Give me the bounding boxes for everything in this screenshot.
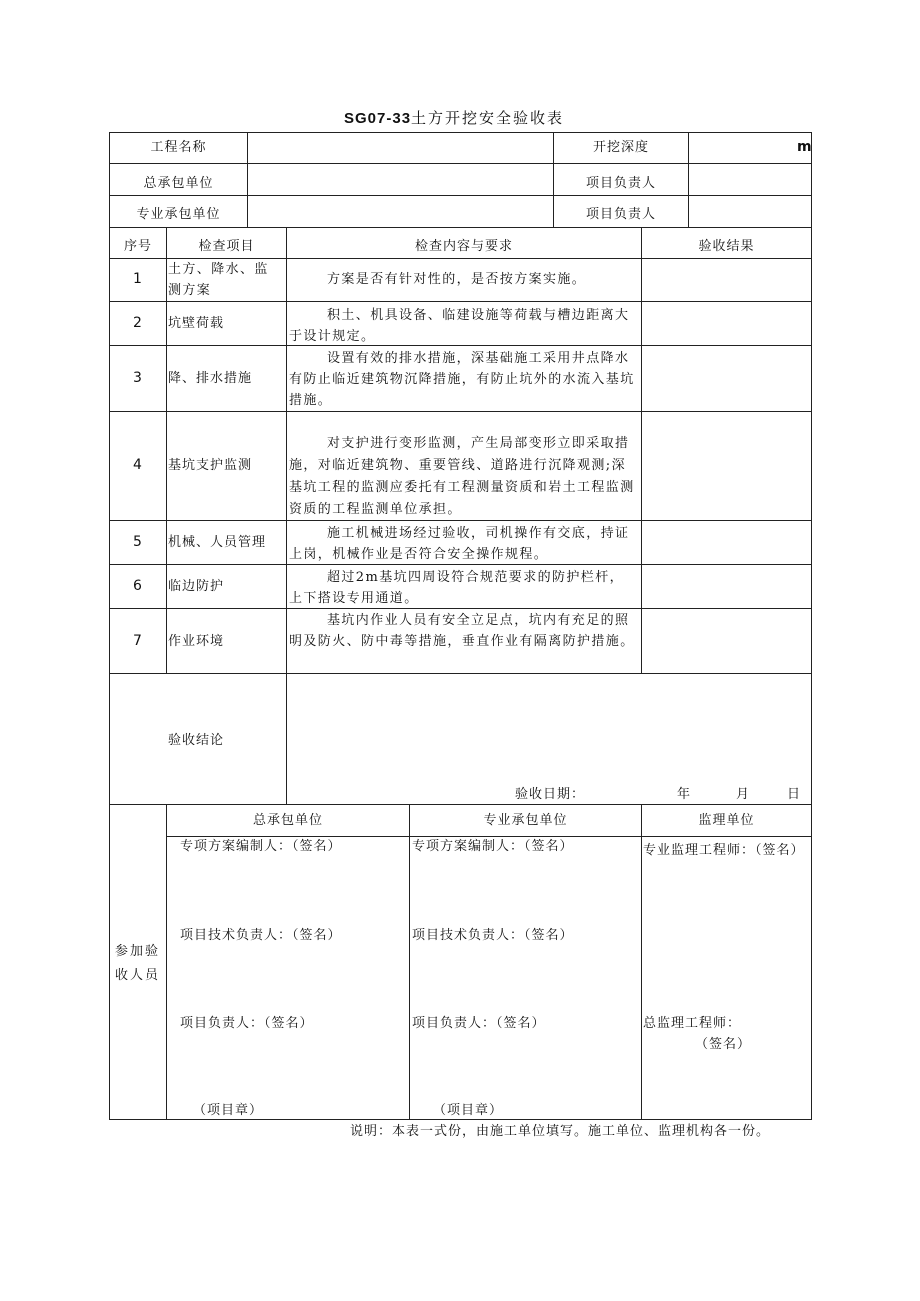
general-contractor-field[interactable] (249, 165, 551, 194)
row-item: 作业环境 (168, 634, 225, 649)
col-header-item: 检查项目 (198, 239, 255, 254)
row-number: 7 (133, 633, 143, 649)
general-pm-field[interactable] (690, 165, 810, 194)
row-item: 土方、降水、监测方案 (168, 262, 269, 298)
general-tech-lead-signature[interactable]: 项目技术负责人：（签名） (180, 928, 342, 943)
col-general-contractor: 总承包单位 (252, 813, 323, 828)
depth-label: 开挖深度 (592, 140, 649, 155)
specialty-pm-field[interactable] (690, 197, 810, 226)
form-title: 土方开挖安全验收表 (411, 109, 565, 127)
specialty-plan-author-signature[interactable]: 专项方案编制人：（签名） (412, 839, 574, 854)
row-content: 积土、机具设备、临建设施等荷载与槽边距离大于设计规定。 (289, 308, 630, 344)
row-number: 6 (133, 578, 143, 594)
row-result-field[interactable] (643, 522, 810, 563)
col-specialty-contractor: 专业承包单位 (483, 813, 568, 828)
specialty-pm-signature[interactable]: 项目负责人：（签名） (412, 1016, 546, 1031)
conclusion-day: 日 (787, 787, 802, 802)
row-content: 设置有效的排水措施，深基础施工采用井点降水有防止临近建筑物沉降措施，有防止坑外的水流入基坑措施。 (289, 351, 635, 408)
specialty-pm-label: 项目负责人 (585, 207, 656, 222)
row-result-field[interactable] (643, 303, 810, 344)
row-result-field[interactable] (643, 347, 810, 410)
conclusion-label: 验收结论 (168, 733, 225, 748)
general-contractor-label: 总承包单位 (143, 176, 214, 191)
project-name-label: 工程名称 (150, 140, 207, 155)
conclusion-field[interactable] (289, 676, 809, 776)
supervision-engineer-signature[interactable]: 专业监理工程师：（签名） (643, 843, 805, 858)
specialty-tech-lead-signature[interactable]: 项目技术负责人：（签名） (412, 928, 574, 943)
footer-note: 说明：本表一式份，由施工单位填写。施工单位、监理机构各一份。 (350, 1124, 771, 1139)
row-item: 机械、人员管理 (168, 535, 267, 550)
row-number: 2 (133, 315, 143, 331)
participants-label: 参加验收人员 (114, 944, 160, 983)
general-pm-label: 项目负责人 (585, 176, 656, 191)
row-item: 临边防护 (168, 579, 225, 594)
chief-supervision-engineer-label: 总监理工程师： (643, 1016, 742, 1031)
conclusion-month: 月 (736, 787, 751, 802)
form-code: SG07-33 (344, 110, 412, 127)
row-number: 3 (133, 370, 143, 386)
general-pm-signature[interactable]: 项目负责人：（签名） (180, 1016, 314, 1031)
row-item: 坑壁荷载 (168, 316, 225, 331)
specialty-contractor-label: 专业承包单位 (136, 207, 221, 222)
col-supervision: 监理单位 (698, 813, 755, 828)
specialty-contractor-field[interactable] (249, 197, 551, 226)
general-project-seal: （项目章） (193, 1103, 264, 1118)
row-number: 1 (133, 271, 143, 287)
general-plan-author-signature[interactable]: 专项方案编制人：（签名） (180, 839, 342, 854)
row-content: 超过2m基坑四周设符合规范要求的防护栏杆，上下搭设专用通道。 (289, 570, 624, 606)
row-number: 4 (133, 457, 143, 473)
row-content: 基坑内作业人员有安全立足点，坑内有充足的照明及防火、防中毒等措施，垂直作业有隔离防护措施。 (289, 613, 635, 649)
row-item: 降、排水措施 (168, 371, 253, 386)
col-header-result: 验收结果 (698, 239, 755, 254)
row-content: 方案是否有针对性的，是否按方案实施。 (327, 272, 587, 287)
specialty-project-seal: （项目章） (433, 1103, 504, 1118)
row-result-field[interactable] (643, 566, 810, 607)
chief-supervision-signature[interactable]: （签名） (695, 1037, 752, 1052)
col-header-content: 检查内容与要求 (414, 239, 513, 254)
row-item: 基坑支护监测 (168, 458, 253, 473)
page-title (344, 108, 564, 129)
row-result-field[interactable] (643, 610, 810, 672)
row-content: 施工机械进场经过验收，司机操作有交底，持证上岗，机械作业是否符合安全操作规程。 (289, 526, 630, 562)
row-result-field[interactable] (643, 413, 810, 519)
row-result-field[interactable] (643, 260, 810, 300)
col-header-no: 序号 (123, 239, 152, 254)
depth-unit: m (797, 139, 813, 155)
row-number: 5 (133, 534, 143, 550)
row-content: 对支护进行变形监测，产生局部变形立即采取措施，对临近建筑物、重要管线、道路进行沉降观测;深基坑工程的监测应委托有工程测量资质和岩土工程监测资质的工程监测单位承担。 (289, 436, 635, 517)
conclusion-year: 年 (677, 787, 692, 802)
conclusion-date-label: 验收日期： (515, 787, 586, 802)
depth-field[interactable] (690, 134, 790, 162)
